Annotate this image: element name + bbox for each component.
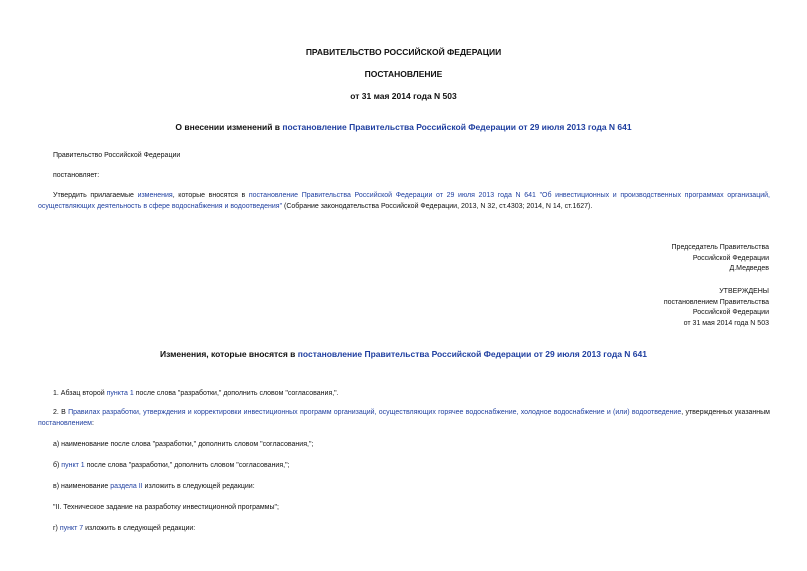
doc-title: [0, 122, 807, 132]
item-1-link[interactable]: пункта 1: [106, 390, 134, 397]
item-b: [53, 461, 290, 471]
signature-line-3: Д.Медведев: [729, 265, 769, 272]
approval-line-4: от 31 мая 2014 года N 503: [683, 319, 769, 327]
item-g-text-b: изложить в следующей редакции:: [83, 525, 196, 532]
item-1: [53, 389, 339, 399]
item-1-text-b: после слова "разработки," дополнить словом "согласования,".: [133, 390, 339, 397]
item-2: [38, 408, 770, 429]
p3-link-changes[interactable]: изменения: [137, 192, 173, 199]
item-g: [53, 524, 195, 534]
approval-line-1: УТВЕРЖДЕНЫ: [719, 288, 769, 295]
body-paragraph-2: постановляет:: [53, 172, 100, 179]
changes-title: [0, 349, 807, 359]
changes-title-prefix: Изменения, которые вносятся в: [159, 349, 298, 359]
item-g-text-a: г): [53, 525, 60, 532]
signature-line-2: Российской Федерации: [692, 254, 769, 262]
doc-date-number: от 31 мая 2014 года N 503: [350, 91, 457, 101]
approval-line-2: постановлением Правительства: [663, 298, 769, 306]
changes-title-link[interactable]: постановление Правительства Российской Федерации от 29 июля 2013 года N 641: [297, 349, 647, 359]
doc-authority: ПРАВИТЕЛЬСТВО РОССИЙСКОЙ ФЕДЕРАЦИИ: [305, 47, 502, 57]
p3-text-b: , которые вносятся в: [172, 192, 249, 199]
p3-text-c: (Собрание законодательства Российской Федерации, 2013, N 32, ст.4303; 2014, N 14, ст.1627).: [282, 202, 593, 210]
item-1-text-a: 1. Абзац второй: [53, 390, 107, 397]
item-g-link[interactable]: пункт 7: [59, 525, 84, 532]
item-2-text-a: 2. В: [53, 409, 69, 416]
item-v-text-b: изложить в следующей редакции:: [142, 483, 255, 490]
doc-type: ПОСТАНОВЛЕНИЕ: [364, 69, 443, 79]
body-paragraph-1: Правительство Российской Федерации: [53, 152, 181, 159]
item-v-text-a: в) наименование: [53, 483, 111, 490]
item-b-text-a: б): [53, 462, 62, 469]
item-2-link-resolution[interactable]: постановлением: [38, 419, 92, 427]
item-b-text-b: после слова "разработки," дополнить словом "согласования,";: [84, 462, 290, 469]
item-2-text-b: , утвержденных указанным: [681, 409, 770, 416]
item-a: а) наименование после слова "разработки," дополнить словом "согласования,";: [53, 441, 314, 448]
doc-title-link[interactable]: постановление Правительства Российской Федерации от 29 июля 2013 года N 641: [282, 122, 632, 132]
signature-block: [672, 243, 769, 275]
p3-text-a: Утвердить прилагаемые: [53, 192, 138, 199]
item-b-link[interactable]: пункт 1: [61, 462, 85, 469]
approval-block: [664, 287, 769, 329]
item-2-text-c: :: [91, 419, 94, 427]
approval-line-3: Российской Федерации: [692, 309, 769, 316]
doc-title-prefix: О внесении изменений в: [175, 122, 283, 132]
item-v: [53, 482, 255, 492]
signature-line-1: Председатель Правительства: [671, 244, 769, 251]
p3-link-resolution[interactable]: постановление Правительства Российской Федерации от 29 июля 2013 года N 641 "Об инвестиционных и производственных программах организаций, осуществляющих деятельность в сфере водоснабжения и водоотведения": [38, 192, 770, 210]
body-paragraph-3: [38, 191, 770, 212]
item-v-link[interactable]: раздела II: [110, 483, 143, 490]
item-2-link-rules[interactable]: Правилах разработки, утверждения и корректировки инвестиционных программ организаций, осуществляющих горячее водоснабжение, холодное водоснабжение и (или) водоотведение: [68, 409, 682, 416]
item-quote: "II. Техническое задание на разработку инвестиционной программы";: [53, 504, 279, 511]
